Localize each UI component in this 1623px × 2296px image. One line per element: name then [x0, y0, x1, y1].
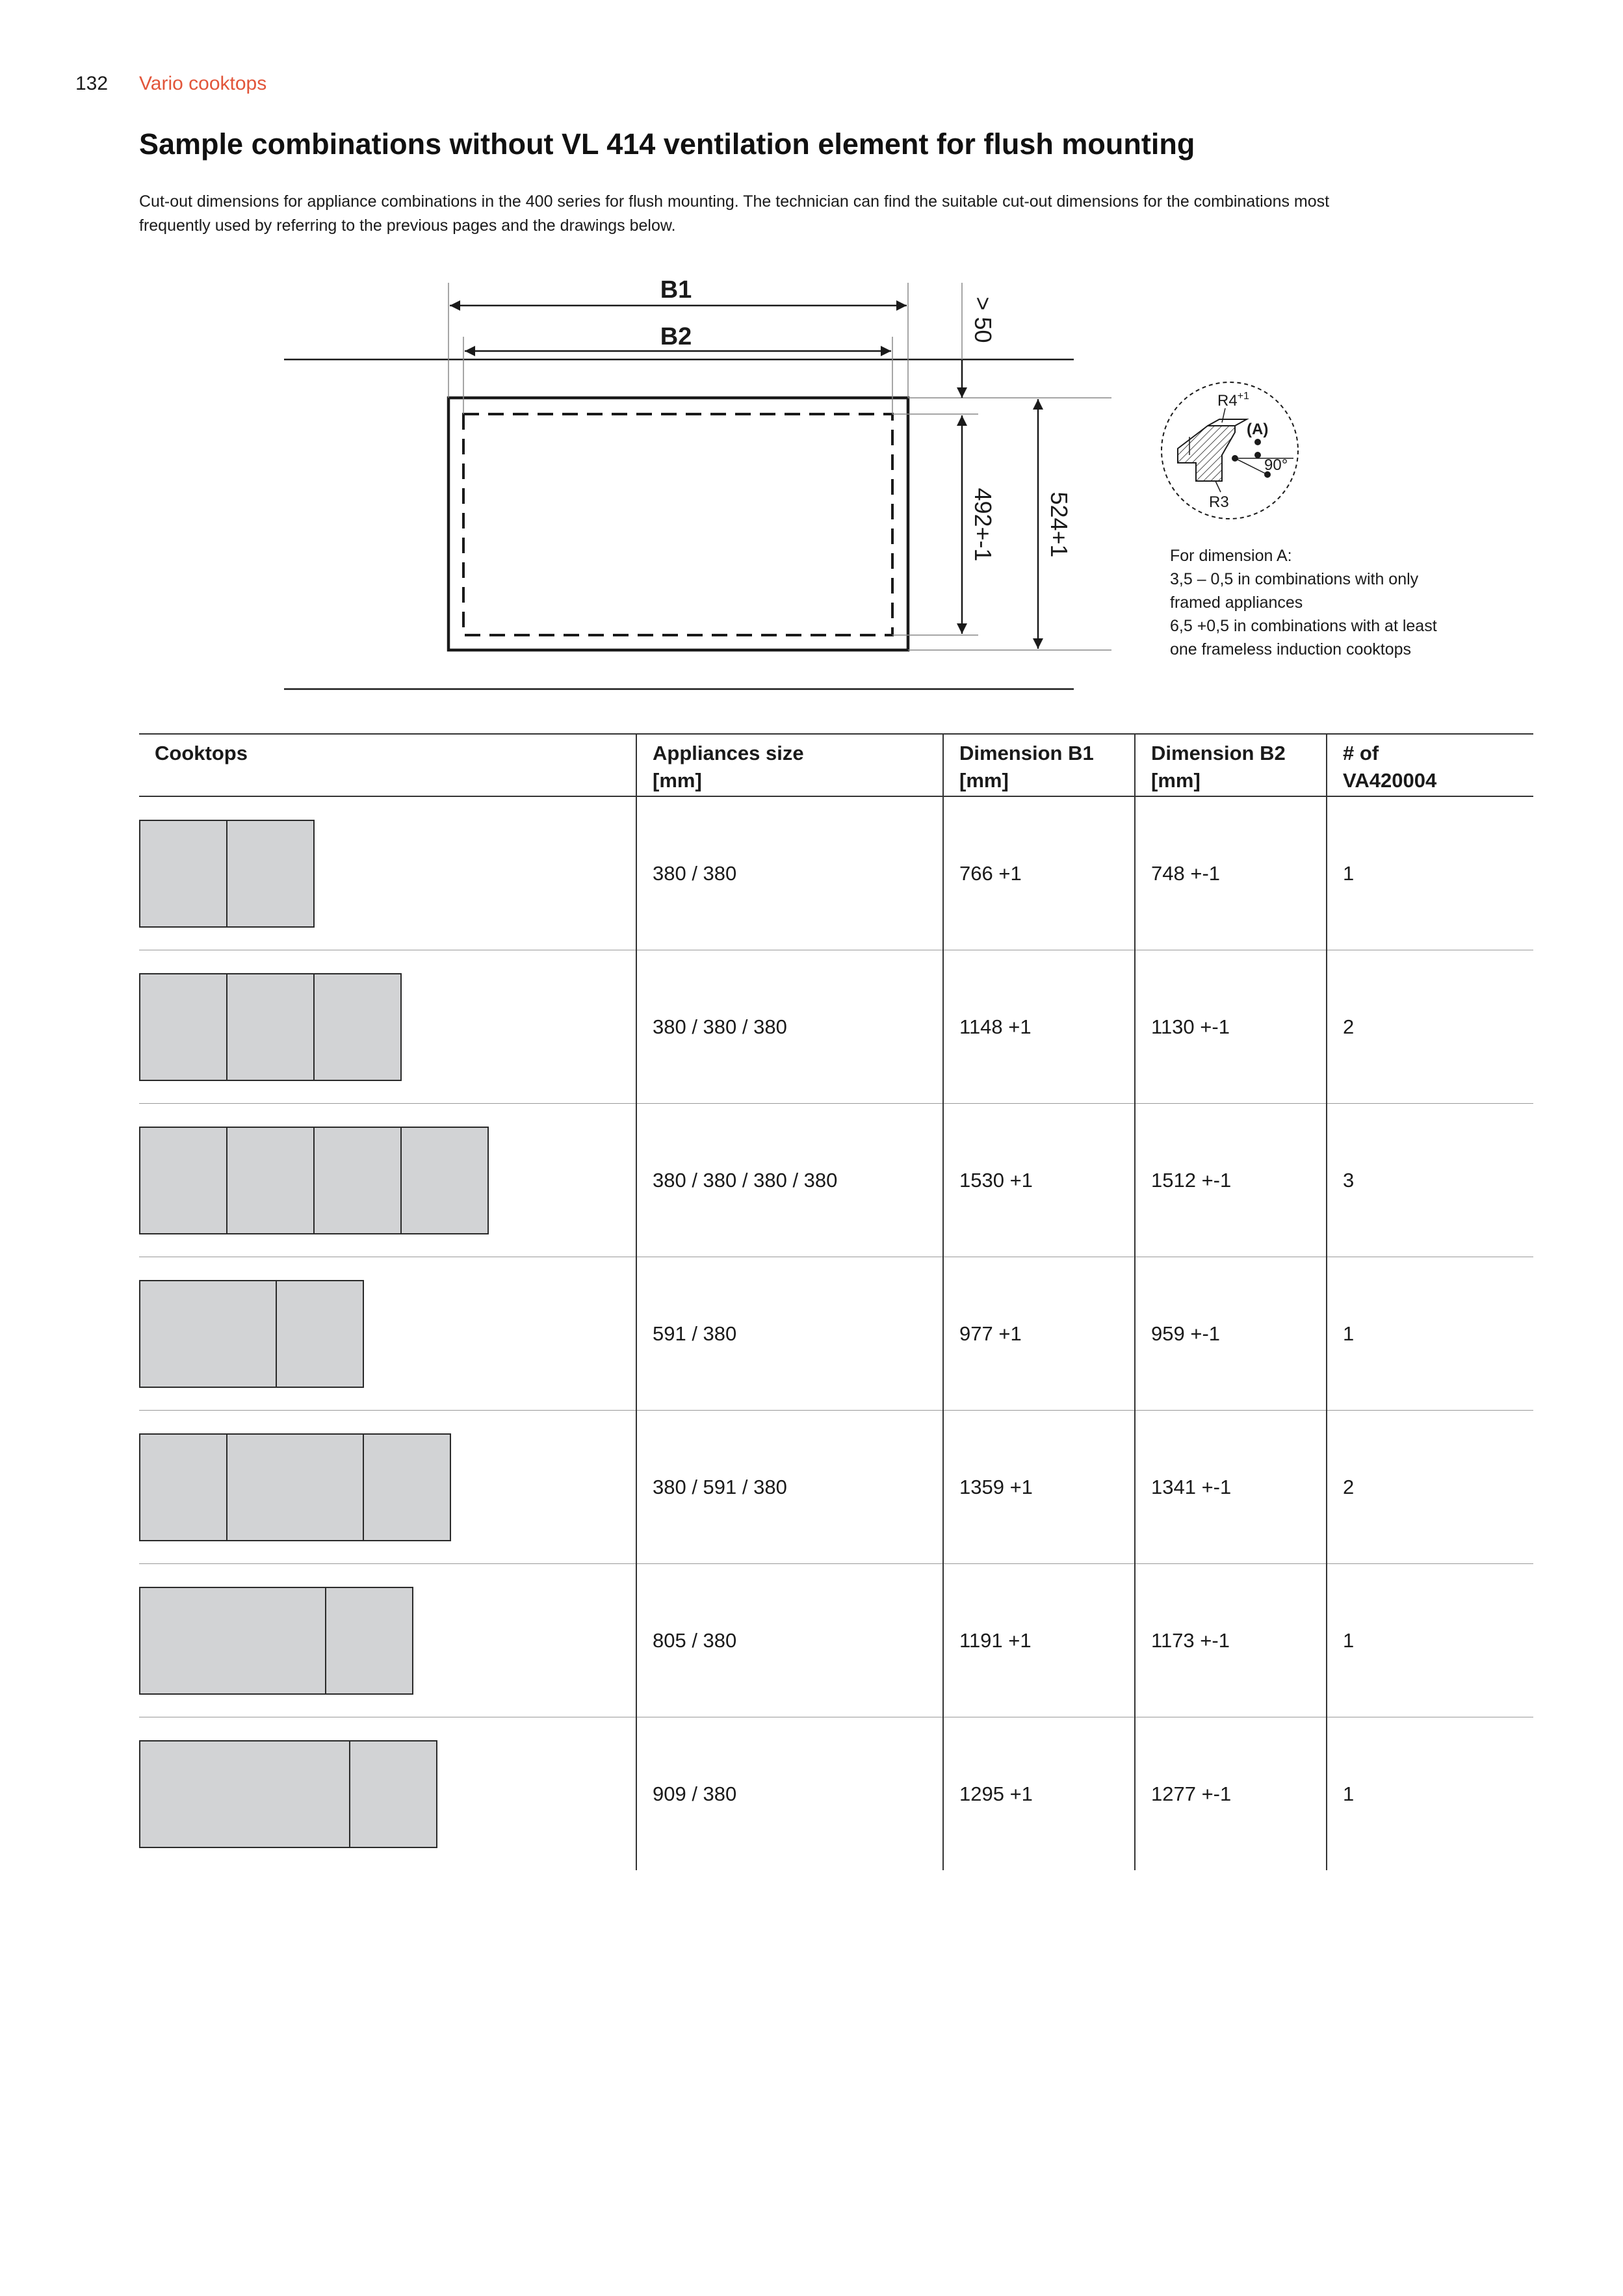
dimension-b2-cell: 748 +-1 [1135, 796, 1327, 950]
r3-label: R3 [1209, 493, 1229, 511]
dimension-b1-cell: 1295 +1 [943, 1717, 1135, 1871]
cooktop-combination [139, 1280, 636, 1388]
cooktop-module [349, 1740, 437, 1848]
intro-text: Cut-out dimensions for appliance combinations in the 400 series for flush mounting. The technician can find the suitable cut-out dimensions for the combinations most frequently used by referring to the previous pages and the drawings below. [139, 192, 1330, 235]
note-line: one frameless induction cooktops [1170, 640, 1412, 659]
cooktops-cell [139, 1717, 636, 1871]
cooktop-combination [139, 973, 636, 1081]
cooktop-module [139, 820, 227, 928]
note-line: 3,5 – 0,5 in combinations with only [1170, 570, 1419, 588]
count-cell: 1 [1327, 1717, 1533, 1871]
count-cell: 2 [1327, 950, 1533, 1104]
dimension-b1-cell: 1530 +1 [943, 1104, 1135, 1257]
page-number: 132 [75, 73, 109, 94]
cooktops-cell [139, 1411, 636, 1564]
cooktop-module [325, 1587, 413, 1695]
dimension-b1-cell: 977 +1 [943, 1257, 1135, 1411]
table-row [139, 1411, 1533, 1564]
angle-label: 90° [1264, 456, 1288, 474]
page-title: Sample combinations without VL 414 ventilation element for flush mounting [139, 127, 1195, 161]
cooktop-module [313, 973, 402, 1081]
appliances-size-cell: 591 / 380 [636, 1257, 943, 1411]
table-row [139, 796, 1533, 950]
outer-cutout [448, 398, 908, 650]
dimension-b2-cell: 959 +-1 [1135, 1257, 1327, 1411]
count-cell: 1 [1327, 1257, 1533, 1411]
dimension-b1-cell: 1191 +1 [943, 1564, 1135, 1717]
cooktop-module [400, 1127, 489, 1234]
table-row [139, 1257, 1533, 1411]
cooktops-cell [139, 1104, 636, 1257]
dimension-a-note [1170, 544, 1437, 661]
b2-label: B2 [660, 323, 692, 350]
cooktop-module [226, 1433, 364, 1541]
table-row [139, 950, 1533, 1104]
note-line: framed appliances [1170, 594, 1303, 612]
r4-label: $R4^{+1}$ [1217, 391, 1249, 410]
appliances-size-cell: 909 / 380 [636, 1717, 943, 1871]
cooktop-module [139, 1587, 326, 1695]
combinations-table [139, 733, 1533, 1870]
cooktops-cell [139, 1257, 636, 1411]
cooktop-module [363, 1433, 451, 1541]
dimension-b1-cell: 1148 +1 [943, 950, 1135, 1104]
header-count: # of VA420004 [1327, 734, 1533, 796]
appliances-size-cell: 805 / 380 [636, 1564, 943, 1717]
table-row [139, 1564, 1533, 1717]
note-line: 6,5 +0,5 in combinations with at least [1170, 617, 1437, 635]
table-row [139, 1717, 1533, 1871]
appliances-size-cell: 380 / 591 / 380 [636, 1411, 943, 1564]
dimension-b1-cell: 766 +1 [943, 796, 1135, 950]
cooktop-module [313, 1127, 402, 1234]
appliances-size-cell: 380 / 380 / 380 / 380 [636, 1104, 943, 1257]
section-title: Vario cooktops [139, 73, 267, 94]
dimension-b2-cell: 1341 +-1 [1135, 1411, 1327, 1564]
cooktop-module [226, 820, 315, 928]
cooktop-module [139, 1127, 227, 1234]
cooktop-module [226, 973, 315, 1081]
inner-depth-label: 492+-1 [970, 488, 996, 562]
cooktop-module [226, 1127, 315, 1234]
appliances-size-cell: 380 / 380 [636, 796, 943, 950]
table-header-row [139, 734, 1533, 796]
count-cell: 3 [1327, 1104, 1533, 1257]
cooktop-module [139, 1280, 277, 1388]
cooktop-module [139, 1740, 350, 1848]
cooktop-combination [139, 1740, 636, 1848]
header-dimension-b1: Dimension B1 [mm] [943, 734, 1135, 796]
appliances-size-cell: 380 / 380 / 380 [636, 950, 943, 1104]
count-cell: 1 [1327, 796, 1533, 950]
count-cell: 2 [1327, 1411, 1533, 1564]
cooktops-cell [139, 796, 636, 950]
gap-label: > 50 [970, 296, 996, 343]
cooktop-combination [139, 820, 636, 928]
cooktops-cell [139, 950, 636, 1104]
cooktop-module [139, 1433, 227, 1541]
cooktop-module [139, 973, 227, 1081]
b1-label: B1 [660, 276, 692, 304]
dimension-b2-cell: 1130 +-1 [1135, 950, 1327, 1104]
header-cooktops: Cooktops [139, 734, 636, 796]
table-row [139, 1104, 1533, 1257]
dimension-b2-cell: 1173 +-1 [1135, 1564, 1327, 1717]
cooktop-combination [139, 1433, 636, 1541]
cooktop-combination [139, 1127, 636, 1234]
note-line: For dimension A: [1170, 547, 1292, 565]
a-label: (A) [1247, 421, 1269, 438]
dimension-b2-cell: 1512 +-1 [1135, 1104, 1327, 1257]
count-cell: 1 [1327, 1564, 1533, 1717]
cooktop-module [276, 1280, 364, 1388]
cooktop-combination [139, 1587, 636, 1695]
dimension-b1-cell: 1359 +1 [943, 1411, 1135, 1564]
outer-depth-label: 524+1 [1046, 491, 1072, 558]
header-appliances-size: Appliances size [mm] [636, 734, 943, 796]
header-dimension-b2: Dimension B2 [mm] [1135, 734, 1327, 796]
edge-detail [1162, 382, 1298, 519]
inner-cutout [463, 414, 892, 635]
dimension-b2-cell: 1277 +-1 [1135, 1717, 1327, 1871]
cooktops-cell [139, 1564, 636, 1717]
